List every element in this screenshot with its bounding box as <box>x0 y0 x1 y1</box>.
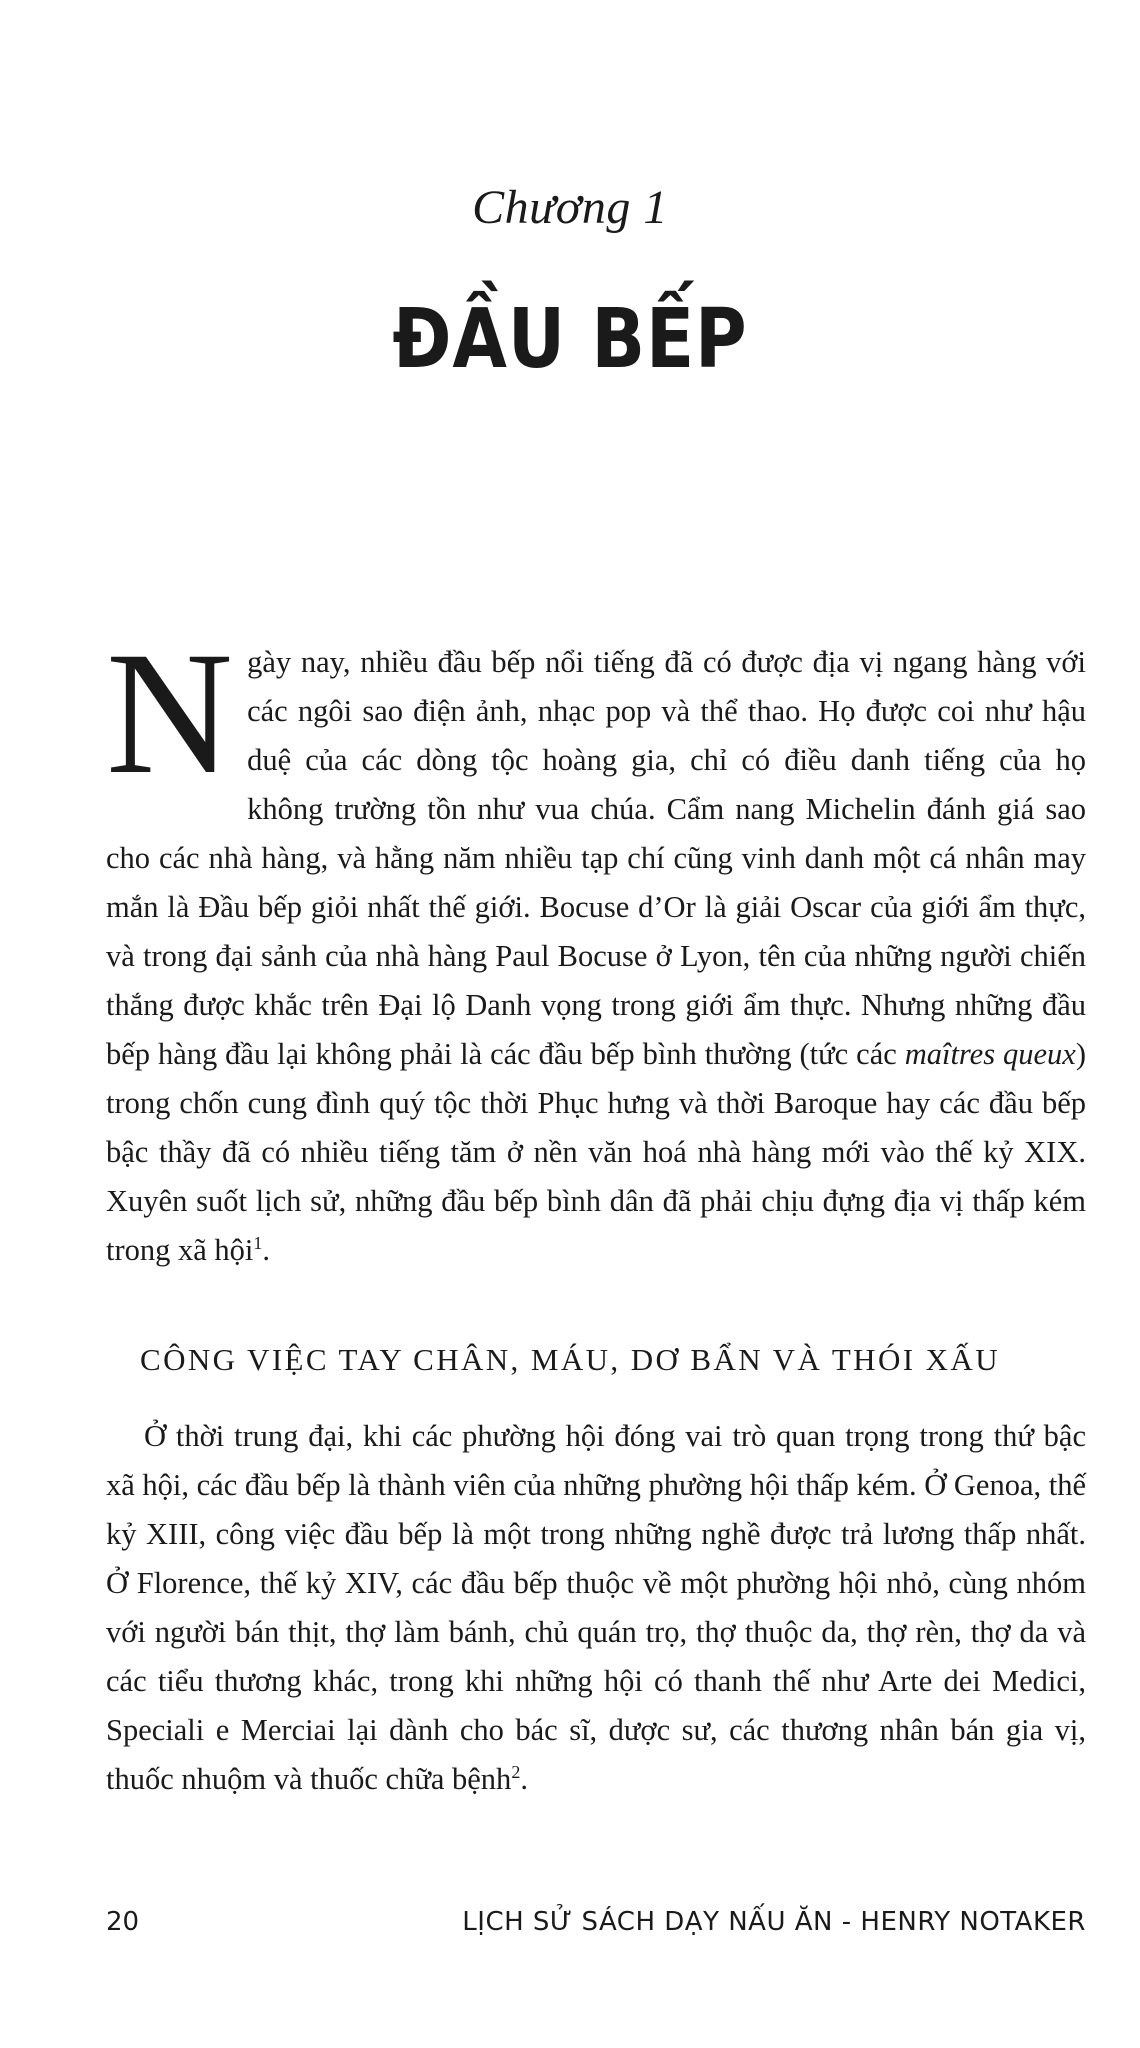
section-heading: CÔNG VIỆC TAY CHÂN, MÁU, DƠ BẨN VÀ THÓI XẤU <box>140 1342 1000 1377</box>
paragraph-text: Ở thời trung đại, khi các phường hội đóng vai trò quan trọng trong thứ bậc xã hội, các đầu bếp là thành viên của những phường hội thấp kém. Ở Genoa, thế kỷ XIII, công việc đầu bếp là một trong những nghề được trả lương thấp nhất. Ở Florence, thế kỷ XIV, các đầu bếp thuộc về một phường hội nhỏ, cùng nhóm với người bán thịt, thợ làm bánh, chủ quán trọ, thợ thuộc da, thợ rèn, thợ da và các tiểu thương khác, trong khi những hội có thanh thế như Arte dei Medici, Speciali e Merciai lại dành cho bác sĩ, dược sư, các thương nhân bán gia vị, thuốc nhuộm và thuốc chữa bệnh <box>106 1419 1087 1796</box>
section-paragraph <box>106 1412 1086 1804</box>
footnote-marker: 2 <box>511 1761 521 1782</box>
chapter-title: ĐẦU BẾP <box>392 292 748 387</box>
drop-cap: N <box>106 616 234 811</box>
running-title: LỊCH SỬ SÁCH DẠY NẤU ĂN - HENRY NOTAKER <box>462 1907 1086 1937</box>
paragraph-end: . <box>262 1233 271 1267</box>
paragraph-text: gày nay, nhiều đầu bếp nổi tiếng đã có được địa vị ngang hàng với các ngôi sao điện ảnh, nhạc pop và thể thao. Họ được coi như hậu duệ của các dòng tộc hoàng gia, chỉ có điều danh tiếng của họ không trường tồn như vua chúa. Cẩm nang Michelin đánh giá sao cho các nhà hàng, và hằng năm nhiều tạp chí cũng vinh danh một cá nhân may mắn là Đầu bếp giỏi nhất thế giới. Bocuse d’Or là giải Oscar của giới ẩm thực, và trong đại sảnh của nhà hàng Paul Bocuse ở Lyon, tên của những người chiến thắng được khắc trên Đại lộ Danh vọng trong giới ẩm thực. Nhưng những đầu bếp hàng đầu lại không phải là các đầu bếp bình thường (tức các <box>106 645 1086 1071</box>
chapter-label: Chương 1 <box>472 181 668 234</box>
paragraph-end: . <box>520 1762 528 1796</box>
intro-paragraph <box>106 616 1086 1275</box>
page-number: 20 <box>106 1907 140 1937</box>
paragraph-text: ) trong chốn cung đình quý tộc thời Phục hưng và thời Baroque hay các đầu bếp bậc thầy đã có nhiều tiếng tăm ở nền văn hoá nhà hàng mới vào thế kỷ XIX. Xuyên suốt lịch sử, những đầu bếp bình dân đã phải chịu đựng địa vị thấp kém trong xã hội <box>106 1037 1086 1267</box>
italic-term: maîtres queux <box>904 1037 1076 1071</box>
footnote-marker: 1 <box>253 1232 263 1253</box>
